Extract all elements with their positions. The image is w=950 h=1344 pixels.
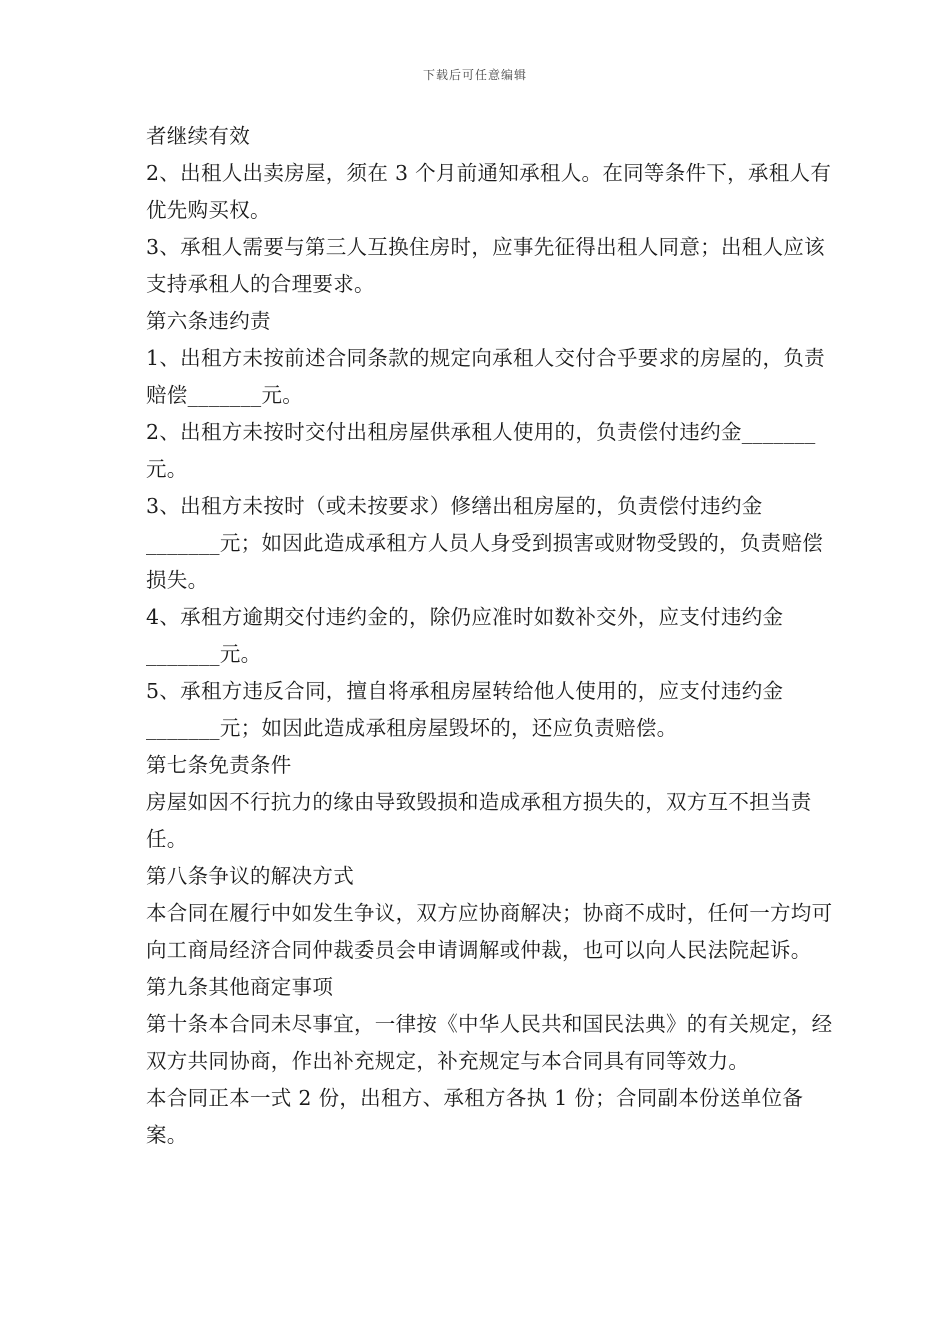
paragraph-article-10: 第十条本合同未尽事宜，一律按《中华人民共和国民法典》的有关规定，经双方共同协商，作出补充规定，补充规定与本合同具有同等效力。 bbox=[146, 1012, 833, 1073]
paragraph-article-6-item-2: 2、出租方未按时交付出租房屋供承租人使用的，负责偿付违约金_______元。 bbox=[146, 420, 816, 481]
paragraph-article-6-item-3: 3、出租方未按时（或未按要求）修缮出租房屋的，负责偿付违约金_______元；如因此造成承租方人员人身受到损害或财物受毁的，负责赔偿损失。 bbox=[146, 494, 824, 592]
paragraph-article-6-item-5: 5、承租方违反合同，擅自将承租房屋转给他人使用的，应支付违约金_______元；如因此造成承租房屋毁坏的，还应负责赔偿。 bbox=[146, 679, 784, 740]
paragraph-article-6-item-4: 4、承租方逾期交付违约金的，除仍应准时如数补交外，应支付违约金_______元。 bbox=[146, 605, 784, 666]
section-heading-article-6: 第六条违约责 bbox=[146, 309, 271, 333]
paragraph-continuation: 者继续有效 bbox=[146, 124, 250, 148]
document-body bbox=[146, 118, 836, 1154]
section-heading-article-7: 第七条免责条件 bbox=[146, 753, 292, 777]
paragraph-copies: 本合同正本一式 2 份，出租方、承租方各执 1 份；合同副本份送单位备案。 bbox=[146, 1086, 804, 1147]
paragraph-article-6-item-1: 1、出租方未按前述合同条款的规定向承租人交付合乎要求的房屋的，负责赔偿_______元。 bbox=[146, 346, 825, 407]
page-header: 下载后可任意编辑 bbox=[422, 68, 527, 82]
paragraph-clause-3: 3、承租人需要与第三人互换住房时，应事先征得出租人同意；出租人应该支持承租人的合理要求。 bbox=[146, 235, 825, 296]
paragraph-article-8-body: 本合同在履行中如发生争议，双方应协商解决；协商不成时，任何一方均可向工商局经济合同仲裁委员会申请调解或仲裁，也可以向人民法院起诉。 bbox=[146, 901, 833, 962]
section-heading-article-8: 第八条争议的解决方式 bbox=[146, 864, 354, 888]
section-heading-article-9: 第九条其他商定事项 bbox=[146, 975, 334, 999]
paragraph-clause-2: 2、出租人出卖房屋，须在 3 个月前通知承租人。在同等条件下，承租人有优先购买权。 bbox=[146, 161, 832, 222]
paragraph-article-7-body: 房屋如因不行抗力的缘由导致毁损和造成承租方损失的，双方互不担当责任。 bbox=[146, 790, 812, 851]
